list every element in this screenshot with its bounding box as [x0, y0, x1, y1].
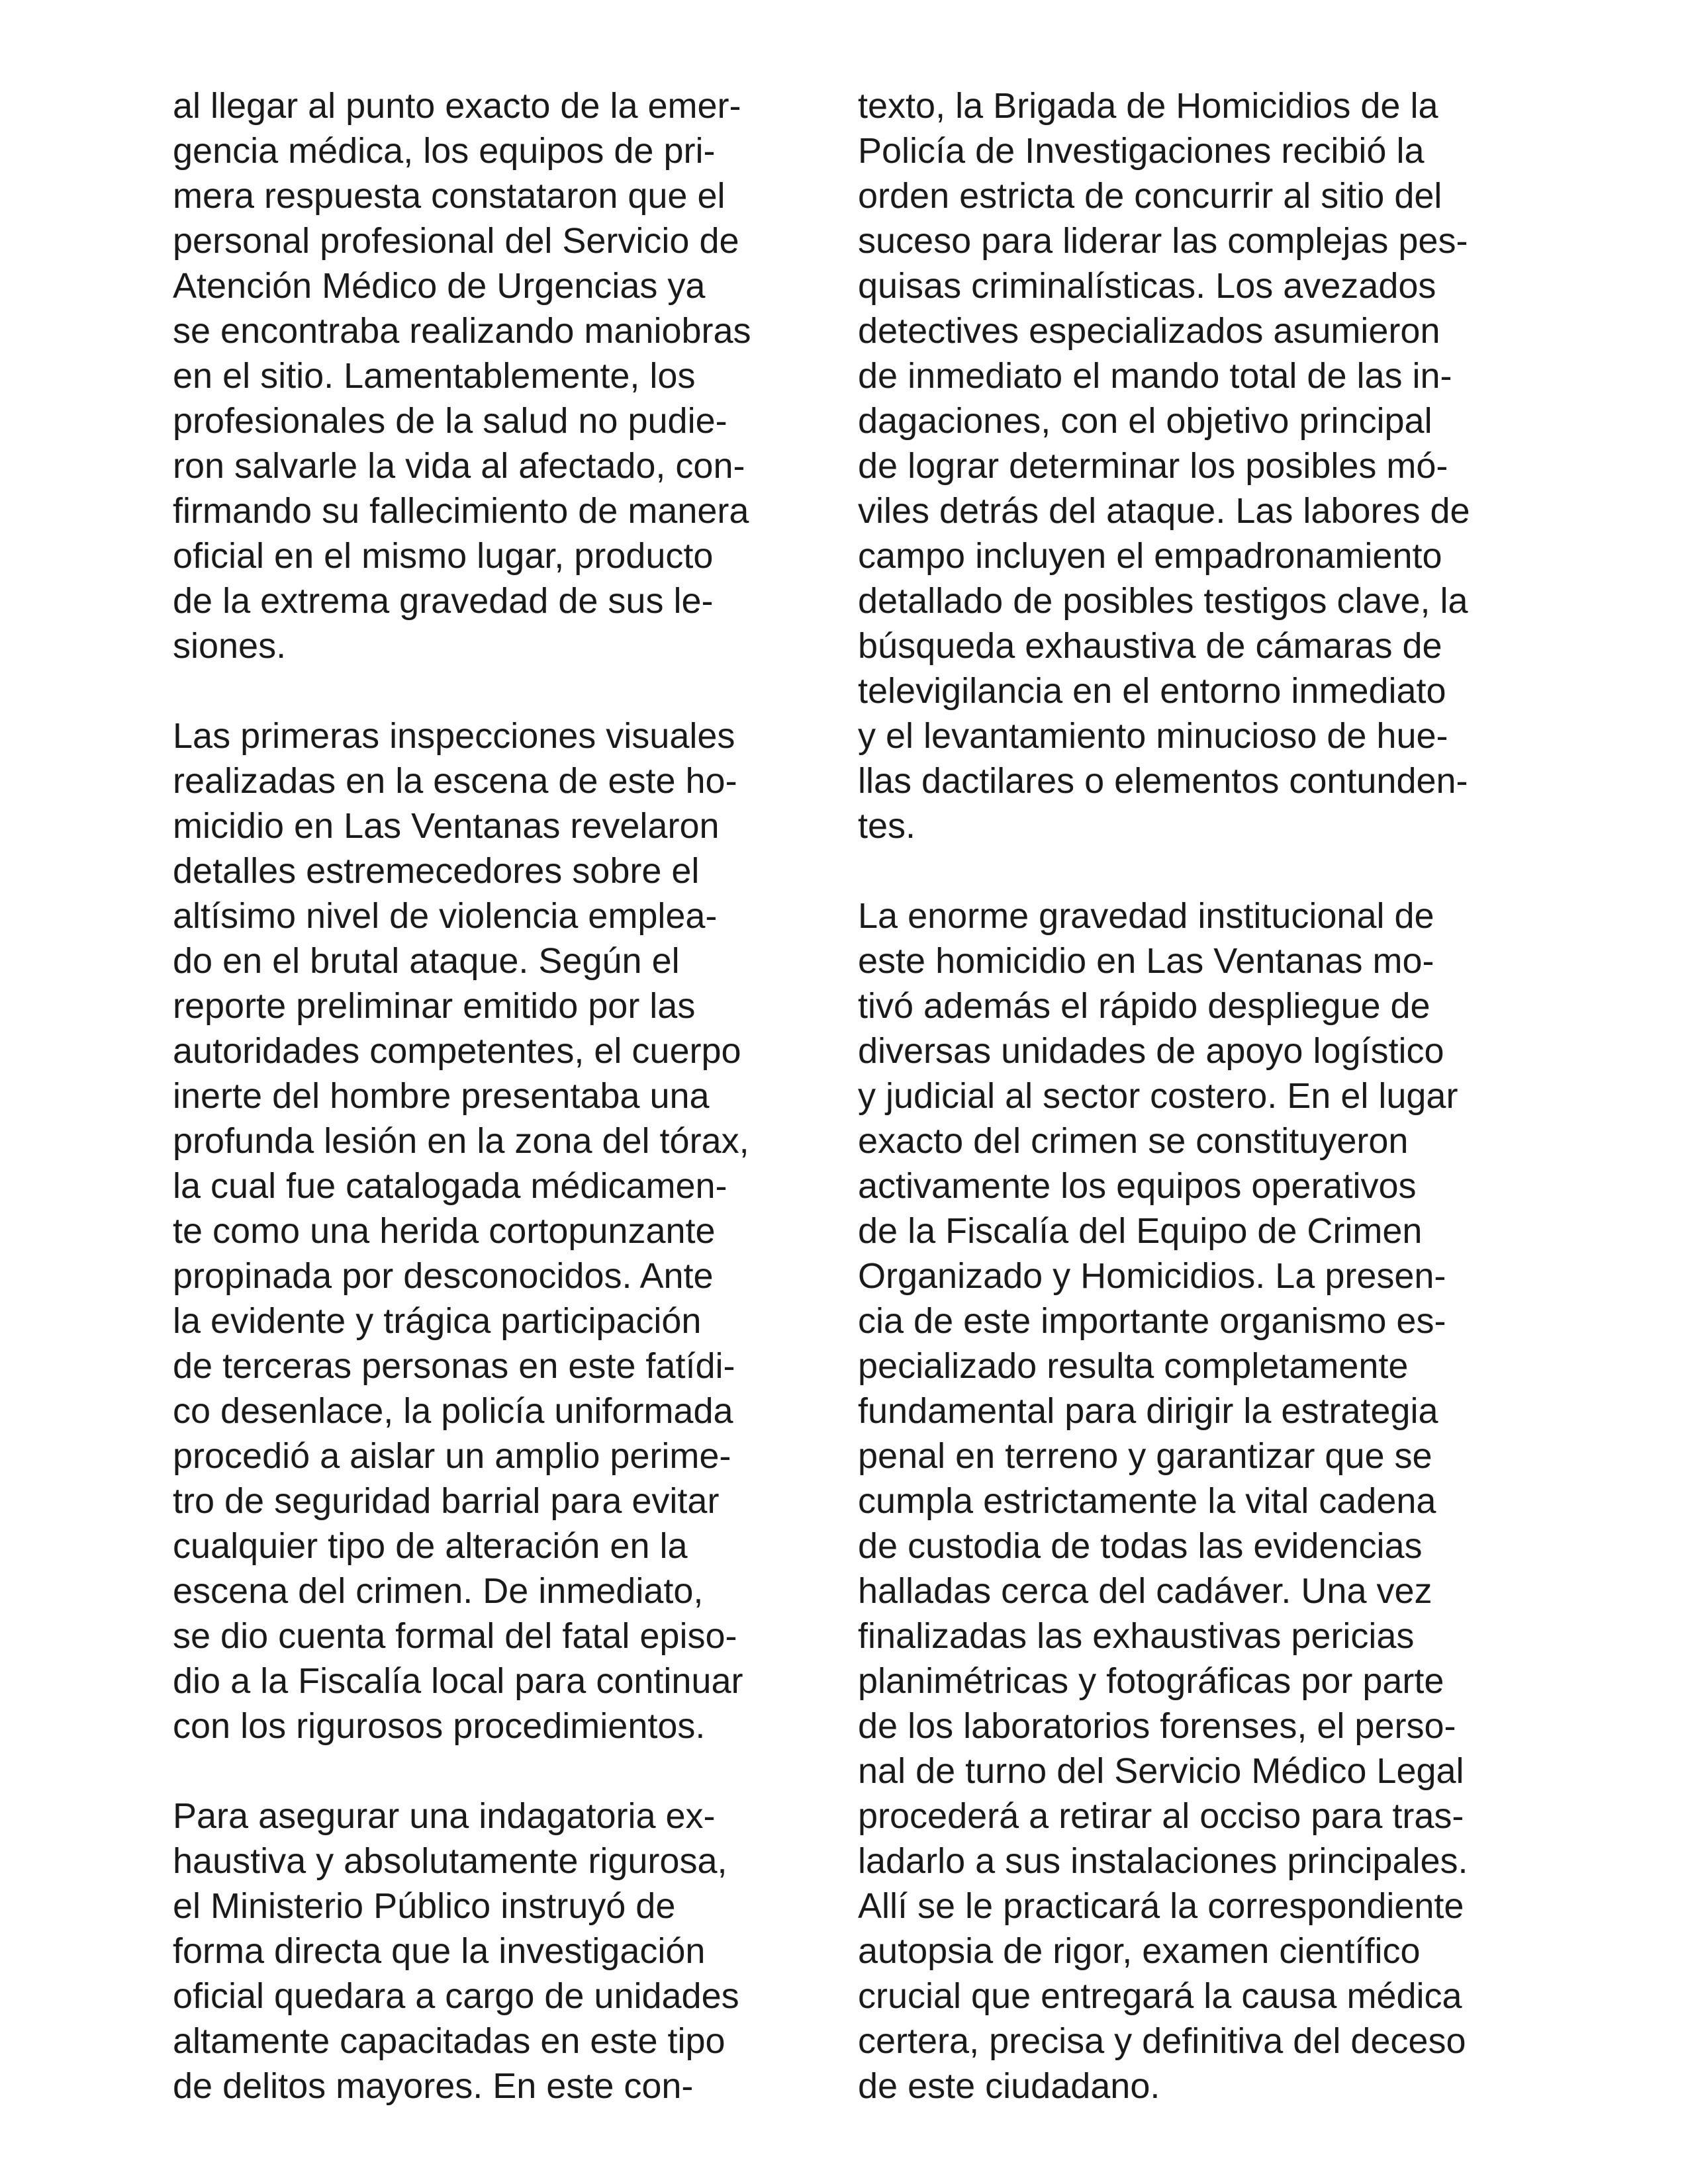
text-line: tes.	[858, 806, 916, 846]
text-line: siones.	[173, 626, 287, 666]
text-line: ladarlo a sus instalaciones principales.	[858, 1841, 1468, 1881]
text-line: escena del crimen. De inmediato,	[173, 1571, 704, 1611]
text-line: dio a la Fiscalía local para continuar	[173, 1661, 743, 1701]
text-line: detalles estremecedores sobre el	[173, 851, 700, 891]
text-line: campo incluyen el empadronamiento	[858, 536, 1442, 576]
text-line: te como una herida cortopunzante	[173, 1211, 716, 1251]
text-line: texto, la Brigada de Homicidios de la	[858, 86, 1438, 126]
text-line: el Ministerio Público instruyó de	[173, 1886, 676, 1926]
text-line: búsqueda exhaustiva de cámaras de	[858, 626, 1442, 666]
text-line: y judicial al sector costero. En el lugar	[858, 1076, 1458, 1116]
text-line: procedió a aislar un amplio perime-	[173, 1436, 731, 1476]
text-line: do en el brutal ataque. Según el	[173, 941, 680, 981]
text-line: Atención Médico de Urgencias ya	[173, 266, 706, 306]
text-column-right	[858, 83, 1503, 2109]
text-line: de los laboratorios forenses, el perso-	[858, 1706, 1456, 1746]
text-line: al llegar al punto exacto de la emer-	[173, 86, 741, 126]
text-line: se dio cuenta formal del fatal episo-	[173, 1616, 737, 1656]
text-line: de la Fiscalía del Equipo de Crimen	[858, 1211, 1423, 1251]
text-line: cualquier tipo de alteración en la	[173, 1526, 688, 1566]
text-line: personal profesional del Servicio de	[173, 221, 739, 261]
text-line: cumpla estrictamente la vital cadena	[858, 1481, 1436, 1521]
paragraph	[858, 83, 1503, 848]
text-line: ron salvarle la vida al afectado, con-	[173, 446, 745, 486]
text-line: dagaciones, con el objetivo principal	[858, 401, 1432, 441]
paragraph	[173, 713, 818, 1749]
text-line: se encontraba realizando maniobras	[173, 311, 751, 351]
text-line: tro de seguridad barrial para evitar	[173, 1481, 720, 1521]
text-line: profesionales de la salud no pudie-	[173, 401, 727, 441]
text-line: finalizadas las exhaustivas pericias	[858, 1616, 1415, 1656]
text-line: este homicidio en Las Ventanas mo-	[858, 941, 1434, 981]
paragraph	[173, 1794, 818, 2109]
text-line: haustiva y absolutamente rigurosa,	[173, 1841, 727, 1881]
text-line: oficial quedara a cargo de unidades	[173, 1976, 739, 2016]
text-line: diversas unidades de apoyo logístico	[858, 1031, 1444, 1071]
text-line: cia de este importante organismo es-	[858, 1301, 1446, 1341]
text-line: tivó además el rápido despliegue de	[858, 986, 1430, 1026]
text-line: detectives especializados asumieron	[858, 311, 1440, 351]
text-line: de inmediato el mando total de las in-	[858, 356, 1452, 396]
text-line: de custodia de todas las evidencias	[858, 1526, 1423, 1566]
text-line: profunda lesión en la zona del tórax,	[173, 1121, 749, 1161]
text-line: de la extrema gravedad de sus le-	[173, 581, 714, 621]
text-line: certera, precisa y definitiva del deceso	[858, 2021, 1466, 2061]
text-line: de terceras personas en este fatídi-	[173, 1346, 735, 1386]
text-line: la evidente y trágica participación	[173, 1301, 702, 1341]
text-line: oficial en el mismo lugar, producto	[173, 536, 714, 576]
text-line: altamente capacitadas en este tipo	[173, 2021, 726, 2061]
text-line: micidio en Las Ventanas revelaron	[173, 806, 720, 846]
text-line: altísimo nivel de violencia emplea-	[173, 896, 718, 936]
text-line: suceso para liderar las complejas pes-	[858, 221, 1468, 261]
text-line: La enorme gravedad institucional de	[858, 896, 1434, 936]
text-line: co desenlace, la policía uniformada	[173, 1391, 733, 1431]
text-line: Las primeras inspecciones visuales	[173, 716, 735, 756]
text-line: Policía de Investigaciones recibió la	[858, 131, 1425, 171]
text-line: fundamental para dirigir la estrategia	[858, 1391, 1438, 1431]
text-line: detallado de posibles testigos clave, la	[858, 581, 1468, 621]
text-line: viles detrás del ataque. Las labores de	[858, 491, 1470, 531]
text-line: crucial que entregará la causa médica	[858, 1976, 1462, 2016]
text-line: en el sitio. Lamentablemente, los	[173, 356, 696, 396]
text-line: firmando su fallecimiento de manera	[173, 491, 749, 531]
paragraph-gap	[173, 668, 818, 713]
text-line: televigilancia en el entorno inmediato	[858, 671, 1446, 711]
text-line: Allí se le practicará la correspondiente	[858, 1886, 1464, 1926]
text-line: y el levantamiento minucioso de hue-	[858, 716, 1448, 756]
text-line: forma directa que la investigación	[173, 1931, 706, 1971]
text-line: orden estricta de concurrir al sitio del	[858, 176, 1442, 216]
text-line: llas dactilares o elementos contunden-	[858, 761, 1468, 801]
text-line: Organizado y Homicidios. La presen-	[858, 1256, 1446, 1296]
text-line: autopsia de rigor, examen científico	[858, 1931, 1421, 1971]
text-line: gencia médica, los equipos de pri-	[173, 131, 716, 171]
text-line: nal de turno del Servicio Médico Legal	[858, 1751, 1464, 1791]
text-line: de este ciudadano.	[858, 2066, 1160, 2106]
text-line: propinada por desconocidos. Ante	[173, 1256, 714, 1296]
text-line: exacto del crimen se constituyeron	[858, 1121, 1409, 1161]
paragraph	[173, 83, 818, 668]
text-column-left	[173, 83, 818, 2109]
text-line: halladas cerca del cadáver. Una vez	[858, 1571, 1432, 1611]
text-line: de delitos mayores. En este con-	[173, 2066, 694, 2106]
text-line: penal en terreno y garantizar que se	[858, 1436, 1432, 1476]
text-line: inerte del hombre presentaba una	[173, 1076, 710, 1116]
text-line: mera respuesta constataron que el	[173, 176, 726, 216]
text-line: reporte preliminar emitido por las	[173, 986, 696, 1026]
text-line: con los rigurosos procedimientos.	[173, 1706, 706, 1746]
paragraph	[858, 893, 1503, 2109]
paragraph-gap	[173, 1749, 818, 1794]
text-line: de lograr determinar los posibles mó-	[858, 446, 1448, 486]
text-line: realizadas en la escena de este ho-	[173, 761, 737, 801]
paragraph-gap	[858, 848, 1503, 893]
text-line: pecializado resulta completamente	[858, 1346, 1409, 1386]
text-line: activamente los equipos operativos	[858, 1166, 1417, 1206]
text-line: planimétricas y fotográficas por parte	[858, 1661, 1444, 1701]
text-line: autoridades competentes, el cuerpo	[173, 1031, 741, 1071]
text-line: Para asegurar una indagatoria ex-	[173, 1796, 716, 1836]
text-line: la cual fue catalogada médicamen-	[173, 1166, 727, 1206]
text-line: quisas criminalísticas. Los avezados	[858, 266, 1436, 306]
text-line: procederá a retirar al occiso para tras-	[858, 1796, 1464, 1836]
